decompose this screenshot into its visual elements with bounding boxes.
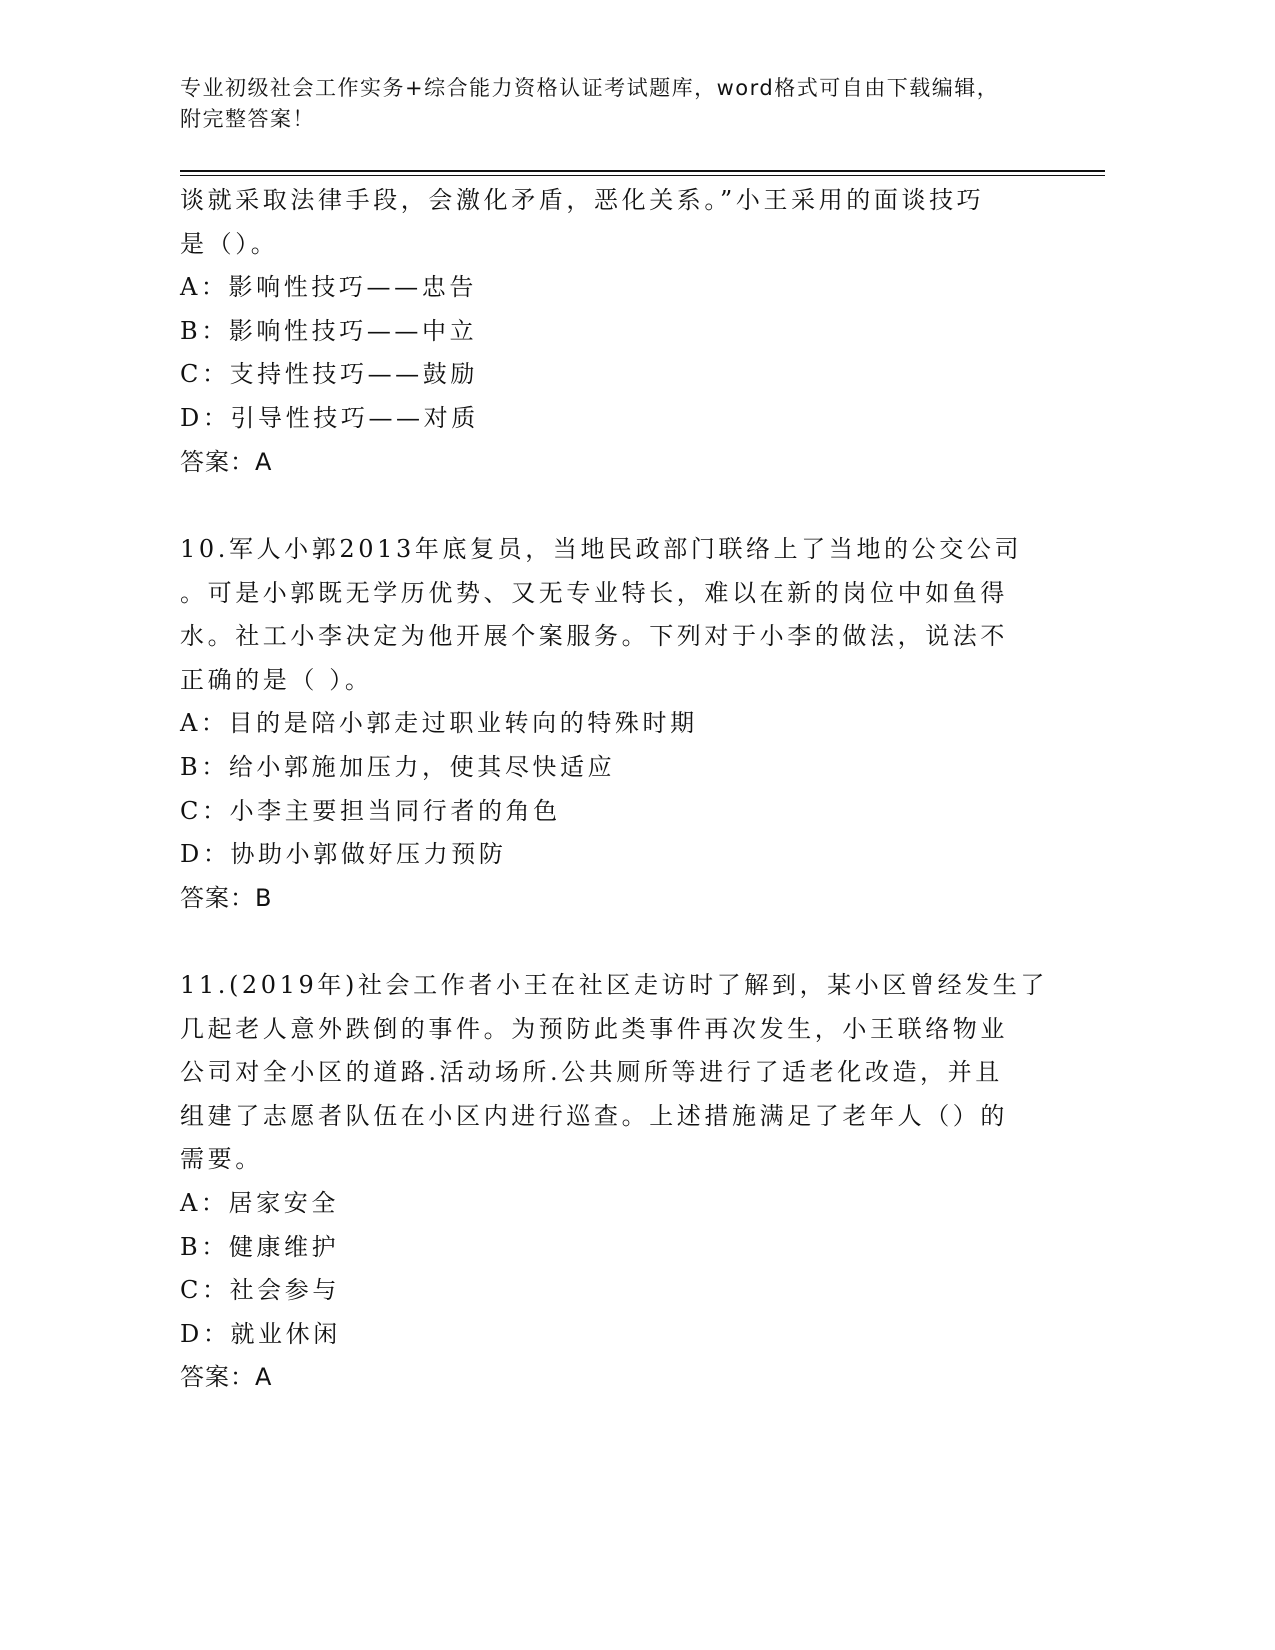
answer-option: A：影响性技巧——忠告: [180, 273, 477, 302]
answer-option: C：支持性技巧——鼓励: [180, 360, 478, 389]
answer-option: A：目的是陪小郭走过职业转向的特殊时期: [180, 709, 698, 738]
question-stem-line: 正确的是（ ）。: [180, 665, 373, 694]
question-stem-line: 11.(2019年)社会工作者小王在社区走访时了解到，某小区曾经发生了: [180, 971, 1048, 999]
answer-option: B：影响性技巧——中立: [180, 316, 478, 345]
question-stem-line: 。可是小郭既无学历优势、又无专业特长，难以在新的岗位中如鱼得: [180, 578, 1008, 607]
question-stem-line: 10.军人小郭2013年底复员，当地民政部门联络上了当地的公交公司: [180, 535, 1023, 563]
answer-option: B：健康维护: [180, 1232, 340, 1261]
question-stem-line: 谈就采取法律手段，会激化矛盾，恶化关系。”小王采用的面谈技巧: [180, 186, 985, 214]
answer-option: B：给小郭施加压力，使其尽快适应: [180, 753, 616, 781]
question-stem-line: 几起老人意外跌倒的事件。为预防此类事件再次发生，小王联络物业: [180, 1014, 1008, 1043]
answer-key: 答案：A: [180, 1363, 273, 1392]
answer-key: 答案：B: [180, 883, 273, 912]
answer-option: D：协助小郭做好压力预防: [180, 840, 507, 869]
answer-option: C：社会参与: [180, 1276, 340, 1305]
question-stem-line: 水。社工小李决定为他开展个案服务。下列对于小李的做法，说法不: [180, 622, 1008, 651]
question-stem-line: 公司对全小区的道路.活动场所.公共厕所等进行了适老化改造，并且: [180, 1058, 1003, 1087]
question-stem-line: 组建了志愿者队伍在小区内进行巡查。上述措施满足了老年人（）的: [180, 1101, 1008, 1130]
question-stem-line: 是（）。: [180, 229, 279, 258]
header-line: 附完整答案！: [180, 107, 315, 131]
answer-option: A：居家安全: [180, 1189, 339, 1217]
header-divider: [180, 170, 1105, 172]
answer-option: C：小李主要担当同行者的角色: [180, 796, 561, 825]
answer-key: 答案：A: [180, 447, 273, 476]
header-line: 专业初级社会工作实务+综合能力资格认证考试题库，word格式可自由下载编辑，: [180, 76, 1000, 100]
header-divider: [180, 175, 1105, 176]
answer-option: D：就业休闲: [180, 1319, 341, 1348]
question-stem-line: 需要。: [180, 1145, 263, 1174]
answer-option: D：引导性技巧——对质: [180, 404, 479, 432]
